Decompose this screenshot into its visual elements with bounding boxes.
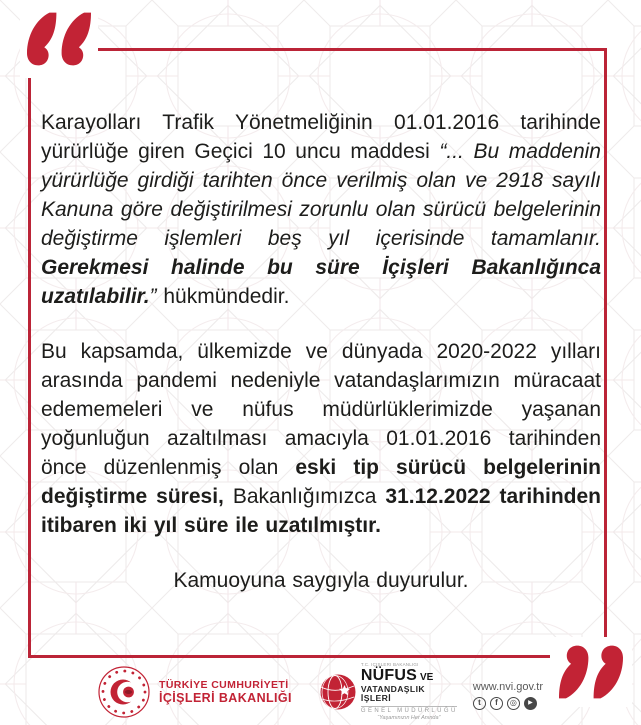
footer	[0, 662, 641, 722]
extension-text-normal: Bu kapsamda, ülkemizde ve dünyada 2020-2022 yılları arasında pandemi nedeniyle vatandaşlarımızın müracaat edememeleri ve nüfus müdürlüklerimizde yaşanan yoğunluğun azaltılması amacıyla 01.01.2016 tarihinden önce düzenlenmiş olan	[41, 340, 601, 479]
nvi-name-ve: VE	[420, 672, 434, 684]
paragraph-extension	[41, 337, 601, 540]
ministry-name-line1: TÜRKİYE CUMHURİYETİ	[159, 678, 289, 691]
nvi-slogan: “Yaşamınızın Her Anında”	[377, 714, 441, 721]
extension-text-normal-2: Bakanlığımızca	[223, 485, 386, 508]
ministry-logo-block	[98, 666, 292, 718]
announcement-body	[41, 108, 601, 595]
regulation-text-italic: “... Bu maddenin yürürlüğe girdiği tarihten önce verilmiş olan ve 2918 sayılı Kanuna göre değiştirilmesi zorunlu olan sürücü belgelerinin değiştirme işlemleri beş yıl içerisinde tamamlanır.	[41, 140, 601, 250]
nvi-top-line: T.C. İÇİŞLERİ BAKANLIĞI	[360, 662, 419, 667]
nvi-name-nufus: NÜFUS	[360, 667, 418, 685]
website-url[interactable]: www.nvi.gov.tr	[472, 680, 543, 693]
closing-line: Kamuoyuna saygıyla duyurulur.	[173, 569, 469, 592]
regulation-text-bold-italic: Gerekmesi halinde bu süre İçişleri Bakanlığınca uzatılabilir.	[41, 256, 601, 308]
ministry-name-line2: İÇİŞLERİ BAKANLIĞI	[159, 690, 292, 705]
web-social-block	[473, 681, 543, 710]
instagram-icon[interactable]: ◎	[507, 697, 520, 710]
social-icons-row	[473, 697, 543, 710]
nvi-name-line3: GENEL MÜDÜRLÜĞÜ	[361, 706, 457, 715]
extension-text-bold-2: 31.12.2022 tarihinden itibaren iki yıl süre ile uzatılmıştır.	[41, 485, 601, 537]
open-quote-icon	[20, 0, 98, 78]
twitter-icon[interactable]: t	[473, 697, 486, 710]
nvi-logo-block	[320, 663, 457, 721]
extension-text-bold-1: eski tip sürücü belgelerinin değiştirme süresi,	[41, 456, 601, 508]
regulation-text-normal: Karayolları Trafik Yönetmeliğinin 01.01.2016 tarihinde yürürlüğe giren Geçici 10 uncu maddesi	[41, 111, 601, 163]
close-quote-icon	[550, 637, 632, 707]
nvi-globe-icon	[320, 674, 356, 710]
nvi-name-line2: VATANDAŞLIK İŞLERİ	[360, 684, 425, 703]
regulation-text-end: hükmündedir.	[156, 285, 290, 308]
youtube-icon[interactable]: ▶	[524, 697, 537, 710]
ministry-emblem-icon	[98, 666, 150, 718]
ministry-name	[159, 679, 292, 705]
nvi-name	[361, 663, 457, 721]
regulation-closing-quote: ”	[149, 285, 157, 308]
paragraph-regulation	[41, 108, 601, 311]
facebook-icon[interactable]: f	[490, 697, 503, 710]
